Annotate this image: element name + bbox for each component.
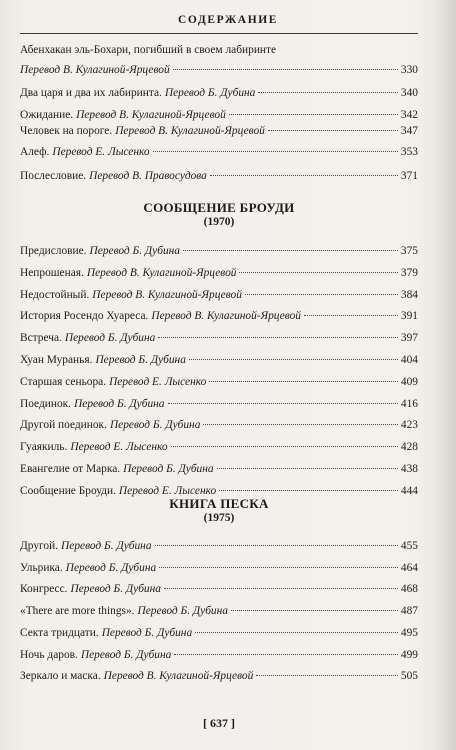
entry-page: 371 xyxy=(400,170,418,182)
entry-title: Непрошеная. xyxy=(20,266,84,279)
entry-page: 347 xyxy=(400,125,418,137)
toc-entry xyxy=(20,123,418,139)
entry-translator: Перевод Е. Лысенко xyxy=(118,484,217,497)
entry-page: 438 xyxy=(400,463,418,475)
entry-translator: Перевод В. Кулагиной-Ярцевой xyxy=(20,64,170,76)
entry-title: Другой поединок. xyxy=(20,419,107,432)
entry-title: Алеф. xyxy=(20,146,50,158)
entry-page: 330 xyxy=(400,64,418,76)
entry-page: 409 xyxy=(400,375,418,388)
entry-translator: Перевод Б. Дубина xyxy=(64,332,156,345)
dot-leader xyxy=(183,250,398,251)
entry-translator: Перевод В. Кулагиной-Ярцевой xyxy=(115,125,265,137)
dot-leader xyxy=(229,114,398,115)
entry-translator: Перевод В. Правосудова xyxy=(89,170,207,182)
entry-title: Ожидание. xyxy=(20,109,74,121)
toc-entry xyxy=(20,439,418,455)
toc-entry xyxy=(20,396,418,412)
entry-translator: Перевод В. Кулагиной-Ярцевой xyxy=(151,310,301,323)
entry-title: Недостойный. xyxy=(20,288,90,301)
toc-entry xyxy=(20,287,418,303)
entry-title: Абенхакан эль-Бохари, погибший в своем лабиринте xyxy=(20,44,277,56)
toc-entry xyxy=(20,168,418,184)
running-header: СОДЕРЖАНИЕ xyxy=(177,14,279,26)
toc-entry xyxy=(20,374,418,390)
entry-page: 428 xyxy=(400,441,418,454)
entry-translator: Перевод Б. Дубина xyxy=(74,397,165,410)
entry-page: 416 xyxy=(400,397,418,410)
entry-translator: Перевод Б. Дубина xyxy=(89,245,180,257)
page-number: [ 637 ] xyxy=(203,716,235,730)
toc-entry xyxy=(20,625,418,641)
dot-leader xyxy=(173,69,398,70)
entry-page: 468 xyxy=(400,583,418,596)
entry-translator: Перевод В. Кулагиной-Ярцевой xyxy=(103,670,254,683)
entry-page: 353 xyxy=(400,146,418,158)
dot-leader xyxy=(217,468,398,469)
entry-title: Послесловие. xyxy=(20,170,87,182)
section-year: (1970) xyxy=(203,216,235,228)
entry-translator: Перевод Б. Дубина xyxy=(109,419,201,432)
header-rule xyxy=(20,33,418,34)
dot-leader xyxy=(256,675,398,676)
entry-translator: Перевод Б. Дубина xyxy=(123,463,214,475)
entry-page: 464 xyxy=(400,561,418,574)
entry-translator: Перевод Б. Дубина xyxy=(101,626,193,639)
dot-leader xyxy=(304,315,398,316)
entry-translator: Перевод Б. Дубина xyxy=(65,561,157,574)
entry-translator: Перевод Б. Дубина xyxy=(80,648,172,661)
toc-entry xyxy=(20,560,418,576)
dot-leader xyxy=(258,92,398,93)
toc-entry xyxy=(20,144,418,160)
entry-page: 384 xyxy=(400,288,418,301)
dot-leader xyxy=(164,588,398,589)
toc-entry xyxy=(20,603,418,619)
toc-entry xyxy=(20,330,418,346)
dot-leader xyxy=(219,490,398,491)
entry-page: 379 xyxy=(400,266,418,279)
entry-title: Другой. xyxy=(20,540,59,552)
dot-leader xyxy=(168,403,398,404)
dot-leader xyxy=(174,654,398,655)
entry-title: Человек на пороге. xyxy=(20,125,113,137)
entry-page: 340 xyxy=(400,87,418,99)
entry-title: Ульрика. xyxy=(20,561,63,574)
entry-translator: Перевод Б. Дубина xyxy=(164,87,256,99)
entry-translator: Перевод Б. Дубина xyxy=(137,605,228,618)
section-title: КНИГА ПЕСКА xyxy=(169,496,269,511)
dot-leader xyxy=(153,151,398,152)
entry-title: Конгресс. xyxy=(20,583,68,596)
toc-entry xyxy=(20,42,418,58)
entry-translator: Перевод В. Кулагиной-Ярцевой xyxy=(86,266,237,279)
entry-title: Секта тридцати. xyxy=(20,626,99,639)
entry-page: 499 xyxy=(400,648,418,661)
dot-leader xyxy=(158,337,398,338)
entry-page: 455 xyxy=(400,540,418,552)
page-edge-shadow xyxy=(432,0,456,750)
entry-translator: Перевод Б. Дубина xyxy=(70,583,161,596)
toc-entry xyxy=(20,62,418,78)
entry-title: Старшая сеньора. xyxy=(20,375,107,388)
section-year: (1975) xyxy=(203,512,235,524)
entry-translator: Перевод В. Кулагиной-Ярцевой xyxy=(92,288,242,301)
dot-leader xyxy=(203,424,398,425)
toc-entry xyxy=(20,85,418,101)
entry-translator: Перевод Б. Дубина xyxy=(61,540,152,552)
toc-entry xyxy=(20,352,418,368)
entry-page: 423 xyxy=(400,419,418,432)
section-title: СООБЩЕНИЕ БРОУДИ xyxy=(143,200,295,215)
entry-title: Встреча. xyxy=(20,332,62,345)
entry-page: 342 xyxy=(400,109,418,121)
toc-entry xyxy=(20,668,418,684)
entry-title: Два царя и два их лабиринта. xyxy=(20,87,162,99)
entry-page: 391 xyxy=(400,310,418,323)
entry-page: 375 xyxy=(400,245,418,257)
entry-page: 397 xyxy=(400,332,418,345)
entry-title: Предисловие. xyxy=(20,245,87,257)
entry-page: 487 xyxy=(400,605,418,618)
toc-entry xyxy=(20,647,418,663)
entry-translator: Перевод Е. Лысенко xyxy=(52,146,150,158)
entry-title: Зеркало и маска. xyxy=(20,670,101,683)
dot-leader xyxy=(210,175,398,176)
toc-entry xyxy=(20,461,418,477)
dot-leader xyxy=(189,359,398,360)
entry-page: 404 xyxy=(400,354,418,366)
entry-translator: Перевод Е. Лысенко xyxy=(70,441,168,454)
toc-entry xyxy=(20,265,418,281)
section-heading-brodie xyxy=(20,200,418,229)
toc-entry xyxy=(20,581,418,597)
dot-leader xyxy=(155,545,398,546)
entry-translator: Перевод Б. Дубина xyxy=(95,354,186,366)
dot-leader xyxy=(239,272,397,273)
toc-entry xyxy=(20,243,418,259)
entry-title: Гуаякиль. xyxy=(20,441,68,454)
entry-page: 495 xyxy=(400,626,418,639)
entry-translator: Перевод Е. Лысенко xyxy=(109,375,207,388)
dot-leader xyxy=(231,610,398,611)
entry-title: Поединок. xyxy=(20,397,72,410)
toc-entry xyxy=(20,538,418,554)
entry-title: Хуан Муранья. xyxy=(20,354,93,366)
dot-leader xyxy=(159,567,398,568)
dot-leader xyxy=(209,381,398,382)
toc-entry xyxy=(20,417,418,433)
entry-translator: Перевод В. Кулагиной-Ярцевой xyxy=(76,109,226,121)
section-heading-sand xyxy=(20,496,418,525)
toc-entry xyxy=(20,107,418,123)
entry-title: История Росендо Хуареса. xyxy=(20,310,149,323)
dot-leader xyxy=(195,632,398,633)
dot-leader xyxy=(268,130,398,131)
toc-entry xyxy=(20,308,418,324)
dot-leader xyxy=(245,294,398,295)
dot-leader xyxy=(171,446,398,447)
entry-title: Ночь даров. xyxy=(20,648,78,661)
entry-page: 444 xyxy=(400,484,418,497)
entry-page: 505 xyxy=(400,670,418,683)
entry-title: Сообщение Броуди. xyxy=(20,484,116,497)
entry-title: Евангелие от Марка. xyxy=(20,463,121,475)
entry-title: «There are more things». xyxy=(20,605,135,618)
